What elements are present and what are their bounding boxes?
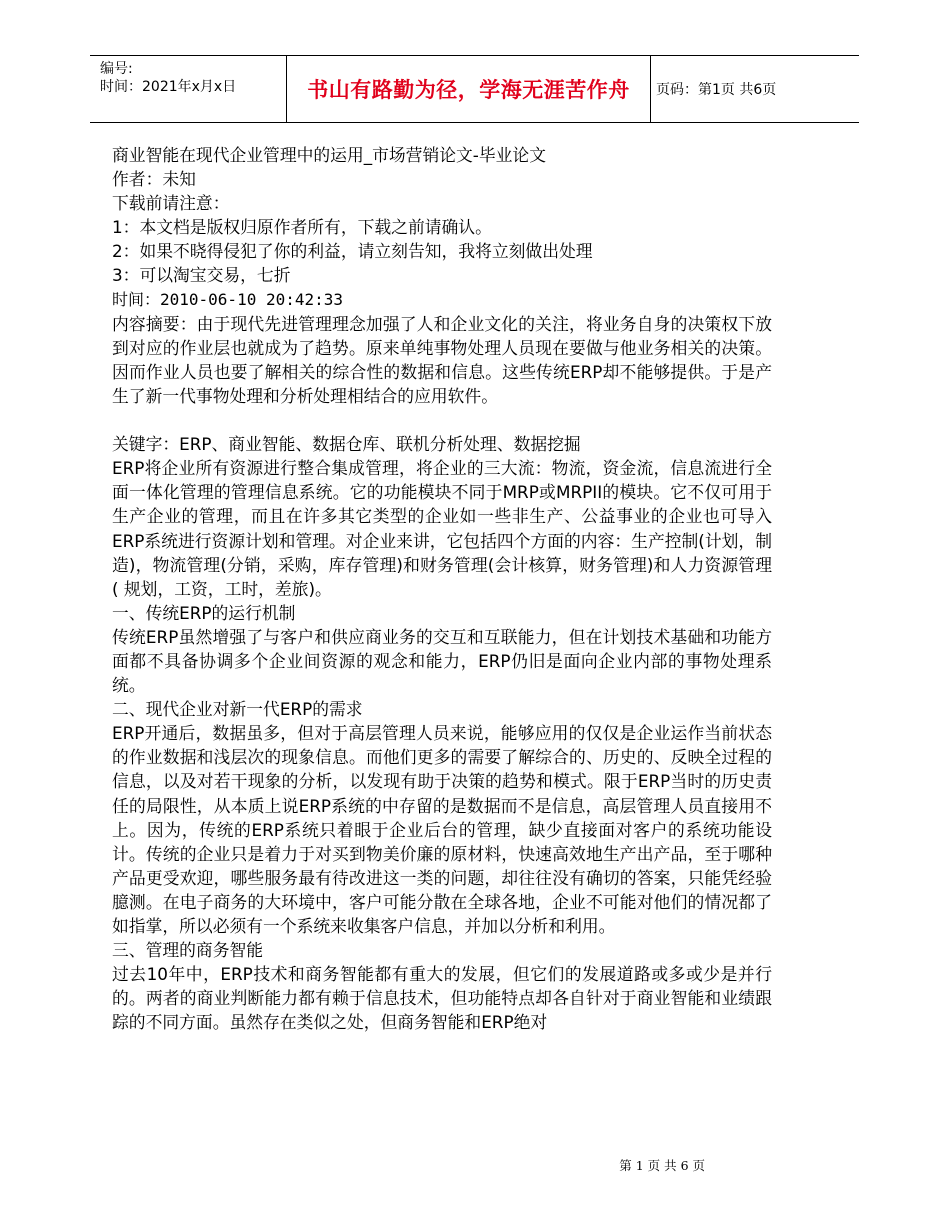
section-paragraph: ERP开通后，数据虽多，但对于高层管理人员来说，能够应用的仅仅是企业运作当前状态的作业数据和浅层次的现象信息。而他们更多的需要了解综合的、历史的、反映全过程的信息，以及对若干现象的分析，以发现有助于决策的趋势和模式。限于ERP当时的历史责任的局限性，从本质上说ERP系统的中存留的是数据而不是信息，高层管理人员直接用不上。因为，传统的ERP系统只着眼于企业后台的管理，缺少直接面对客户的系统功能设计。传统的企业只是着力于对买到物美价廉的原材料，快速高效地生产出产品，至于哪种产品更受欢迎，哪些服务最有待改进这一类的问题，却往往没有确切的答案，只能凭经验臆测。在电子商务的大环境中，客户可能分散在全球各地，企业不可能对他们的情况都了如指掌，所以必须有一个系统来收集客户信息，并加以分析和利用。 [112, 723, 772, 936]
article-keywords: 关键字：ERP、商业智能、数据仓库、联机分析处理、数据挖掘 [112, 434, 581, 455]
page-header [90, 55, 859, 123]
document-body [112, 143, 772, 1034]
section-heading: 一、传统ERP的运行机制 [112, 602, 296, 623]
article-time: 时间：2010-06-10 20:42:33 [112, 289, 344, 309]
header-meta [100, 60, 236, 96]
section-paragraph: 过去10年中，ERP技术和商务智能都有重大的发展，但它们的发展道路或多或少是并行的。两者的商业判断能力都有赖于信息技术，但功能特点却各自针对于商业智能和业绩跟踪的不同方面。虽然存在类似之处，但商务智能和ERP绝对 [112, 964, 772, 1033]
section-paragraph: 传统ERP虽然增强了与客户和供应商业务的交互和互联能力，但在计划技术基础和功能方面都不具备协调多个企业间资源的观念和能力，ERP仍旧是面向企业内部的事物处理系统。 [112, 626, 772, 696]
article-title: 商业智能在现代企业管理中的运用_市场营销论文-毕业论文 [112, 145, 546, 165]
notice-item: 1：本文档是版权归原作者所有，下载之前请确认。 [112, 217, 492, 238]
intro-paragraph: ERP将企业所有资源进行整合集成管理，将企业的三大流：物流，资金流，信息流进行全面一体化管理的管理信息系统。它的功能模块不同于MRP或MRPII的模块。它不仅可用于生产企业的管理，而且在许多其它类型的企业如一些非生产、公益事业的企业也可导入ERP系统进行资源计划和管理。对企业来讲，它包括四个方面的内容：生产控制(计划，制造)，物流管理(分销，采购，库存管理)和财务管理(会计核算，财务管理)和人力资源管理( 规划，工资，工时，差旅)。 [112, 458, 772, 599]
notice-item: 3：可以淘宝交易，七折 [112, 265, 291, 286]
notice-heading: 下载前请注意： [112, 193, 230, 214]
notice-item: 2：如果不晓得侵犯了你的利益，请立刻告知，我将立刻做出处理 [112, 241, 593, 262]
document-time-label: 时间：2021年x月x日 [100, 79, 237, 95]
page-footer [0, 1156, 950, 1174]
article-abstract: 内容摘要：由于现代先进管理理念加强了人和企业文化的关注，将业务自身的决策权下放到对应的作业层也就成为了趋势。原来单纯事物处理人员现在要做与他业务相关的决策。因而作业人员也要了解相关的综合性的数据和信息。这些传统ERP却不能够提供。于是产生了新一代事物处理和分析处理相结合的应用软件。 [112, 313, 772, 406]
header-motto-cell [286, 56, 651, 122]
header-page-number: 页码：第1页 共6页 [656, 82, 777, 98]
header-page-info [656, 56, 776, 122]
document-number-label: 编号: [100, 61, 133, 77]
article-author: 作者：未知 [112, 169, 196, 190]
section-heading: 二、现代企业对新一代ERP的需求 [112, 699, 363, 720]
header-motto: 书山有路勤为径，学海无涯苦作舟 [307, 78, 630, 102]
footer-page-number: 第 1 页 共 6 页 [619, 1158, 705, 1173]
section-heading: 三、管理的商务智能 [112, 940, 264, 961]
blank-line [112, 408, 772, 432]
